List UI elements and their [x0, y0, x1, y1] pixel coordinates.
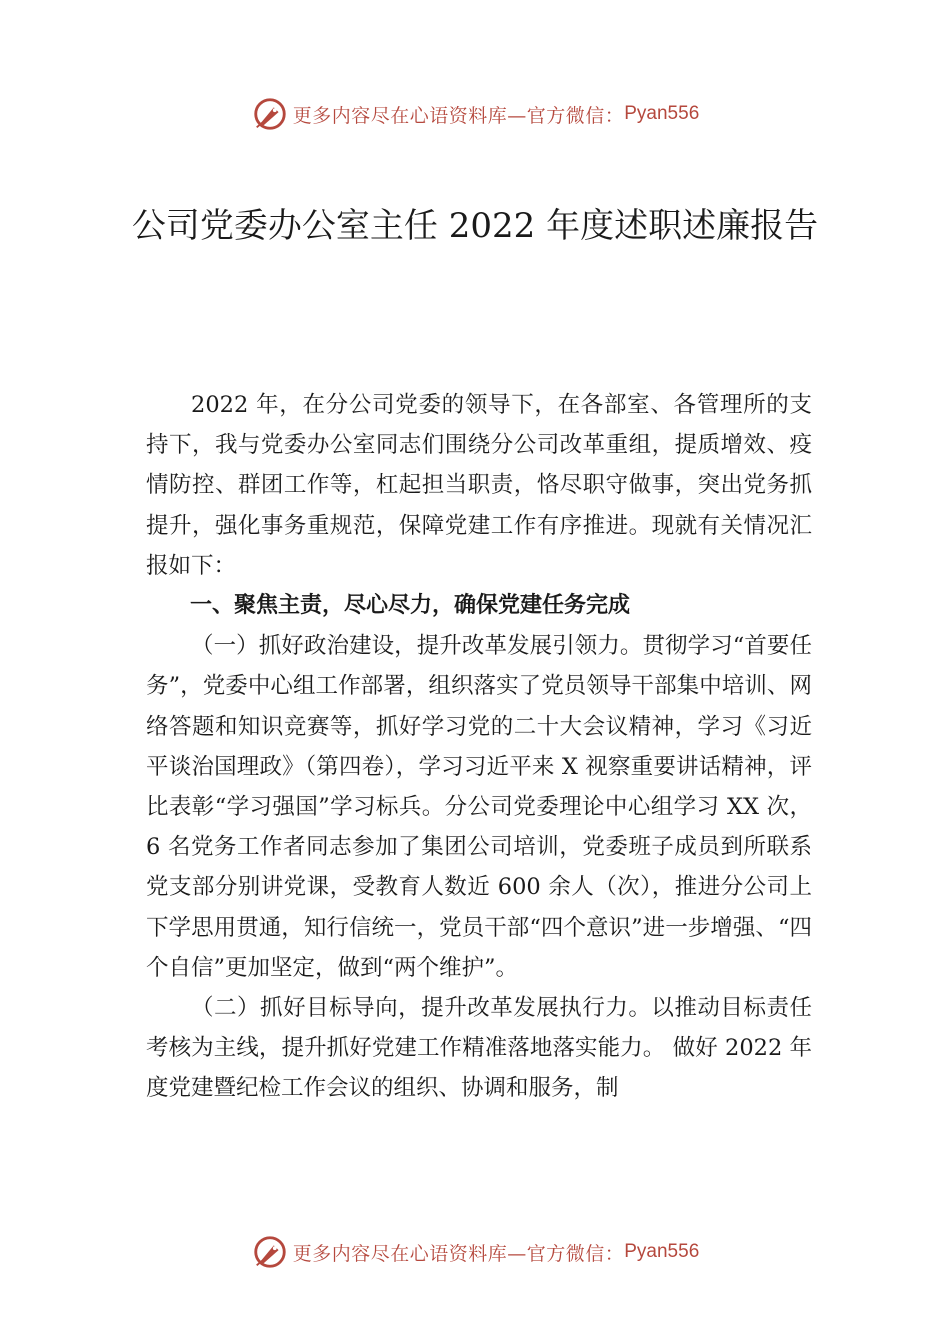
subsection-paragraph-2: （二）抓好目标导向，提升改革发展执行力。以推动目标责任考核为主线，提升抓好党建工作精准落地落实能力。 做好 2022 年度党建暨纪检工作会议的组织、协调和服务，制	[146, 995, 812, 1102]
banner-text: 更多内容尽在心语资料库—官方微信：	[292, 1242, 625, 1265]
banner-text: 更多内容尽在心语资料库—官方微信：	[292, 104, 625, 127]
pen-nib-logo-icon	[251, 1233, 289, 1271]
section-heading-1: 一、聚焦主责，尽心尽力，确保党建任务完成	[190, 593, 631, 619]
header-watermark-banner	[0, 94, 950, 134]
pen-nib-logo-icon	[251, 95, 289, 133]
footer-watermark-banner	[0, 1232, 950, 1272]
subsection-paragraph-1: （一）抓好政治建设，提升改革发展引领力。贯彻学习“首要任务”，党委中心组工作部署，组织落实了党员领导干部集中培训、网络答题和知识竞赛等，抓好学习党的二十大会议精神，学习《习近平谈治国理政》（第四卷），学习习近平来 X 视察重要讲话精神，评比表彰“学习强国”学习标兵。分公司党委理论中心组学习 XX 次，6 名党务工作者同志参加了集团公司培训，党委班子成员到所联系党支部分别讲党课，受教育人数近 600 余人（次），推进分公司上下学思用贯通，知行信统一，党员干部“四个意识”进一步增强、“四个自信”更加坚定，做到“两个维护”。	[146, 633, 812, 981]
document-body	[146, 385, 812, 1109]
document-title: 公司党委办公室主任 2022 年度述职述廉报告	[131, 206, 819, 246]
intro-paragraph: 2022 年，在分公司党委的领导下，在各部室、各管理所的支持下，我与党委办公室同志们围绕分公司改革重组，提质增效、疫情防控、群团工作等，杠起担当职责，恪尽职守做事，突出党务抓提升，强化事务重规范，保障党建工作有序推进。现就有关情况汇报如下：	[146, 392, 812, 579]
banner-wechat-id: Pyan556	[624, 103, 700, 124]
banner-wechat-id: Pyan556	[624, 1241, 700, 1262]
